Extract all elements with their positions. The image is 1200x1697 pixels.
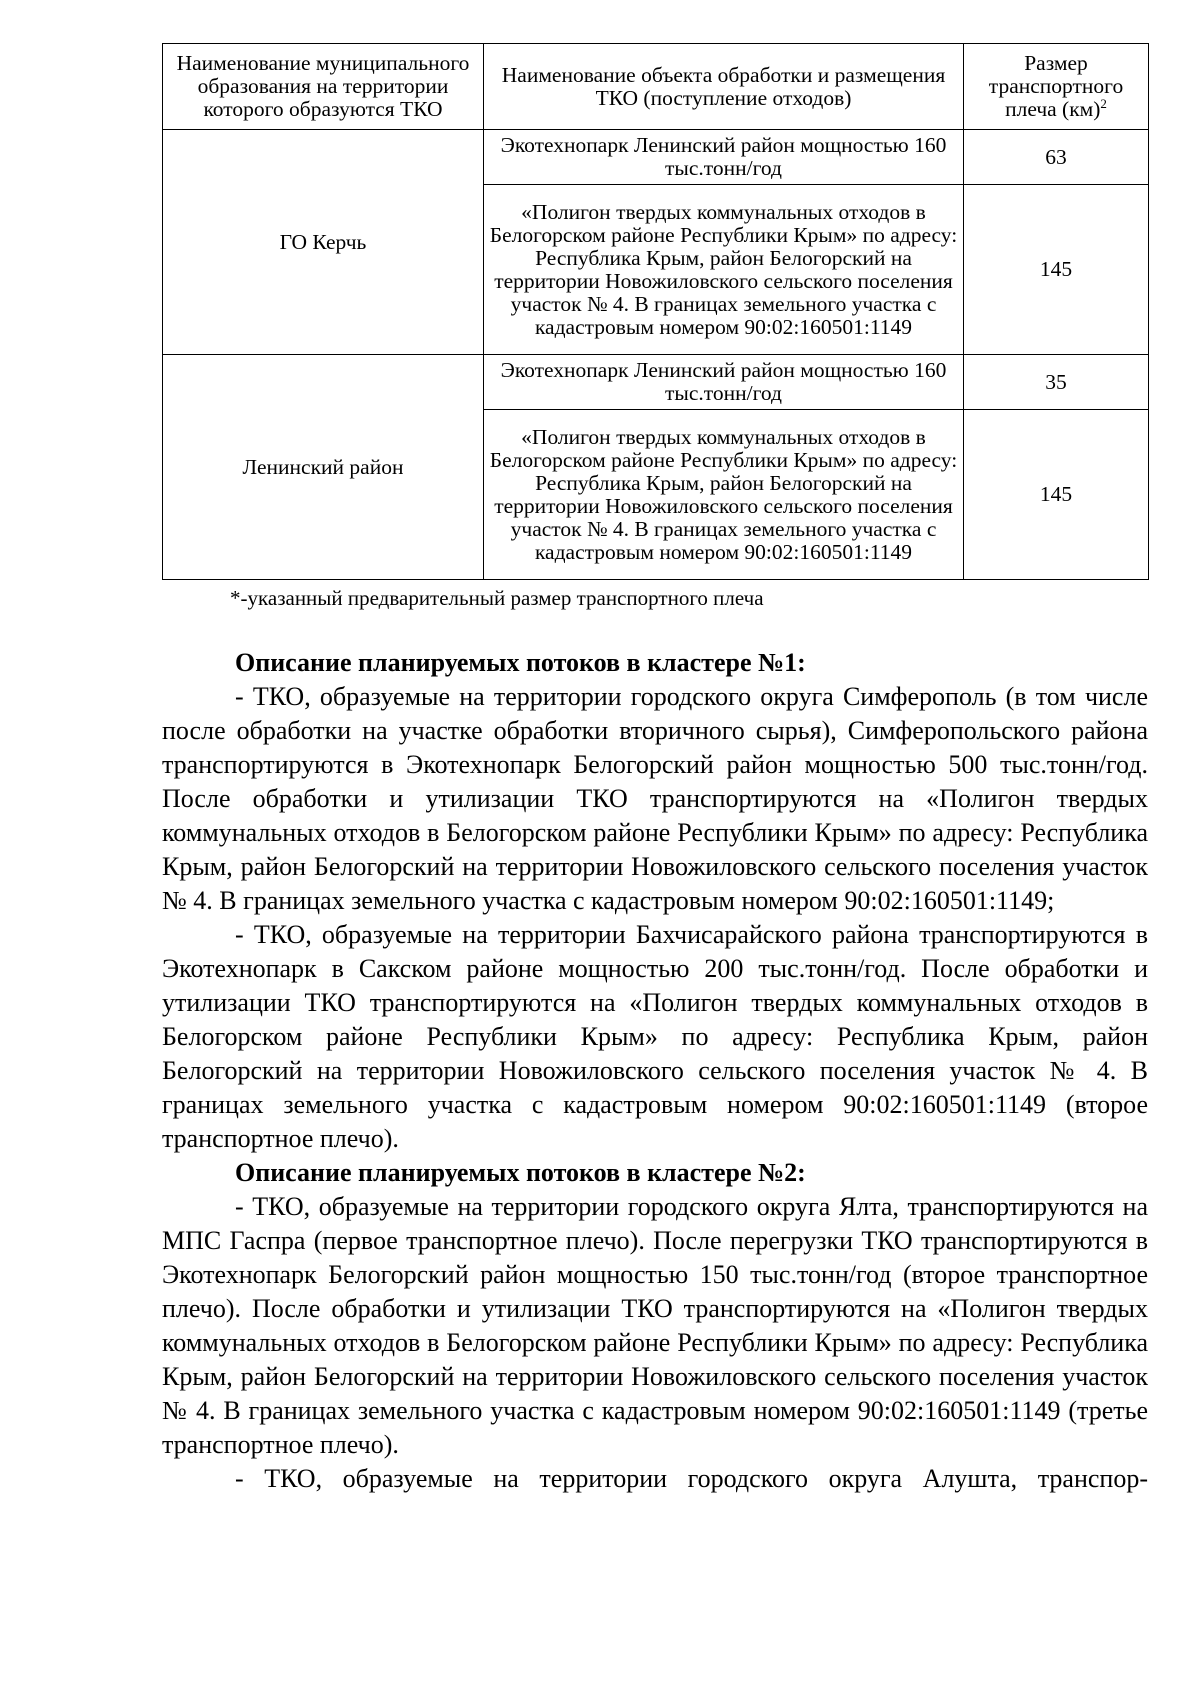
object-cell: Экотехнопарк Ленинский район мощностью 160 тыс.тонн/год xyxy=(484,130,964,185)
table-row xyxy=(163,355,1149,410)
distance-cell: 145 xyxy=(964,410,1149,580)
cluster2-paragraph: - ТКО, образуемые на территории городского округа Ялта, транспортируются на МПС Гаспра (первое транспортное плечо). После перегрузки ТКО транспортируются в Экотехнопарк Белогорский район мощностью 150 тыс.тонн/год (второе транспортное плечо). После обработки и утилизации ТКО транспортируются на «Полигон твердых коммунальных отходов в Белогорском районе Республики Крым» по адресу: Республика Крым, район Белогорский на территории Новожиловского сельского поселения участок № 4. В границах земельного участка с кадастровым номером 90:02:160501:1149 (третье транспортное плечо). xyxy=(162,1192,1148,1459)
body-text xyxy=(162,646,1148,1496)
header-distance-sup: 2 xyxy=(1100,95,1107,111)
header-distance-label: Размер транспортного плеча (км) xyxy=(988,51,1124,121)
distance-cell: 35 xyxy=(964,355,1149,410)
table-footnote: *-указанный предварительный размер транспортного плеча xyxy=(230,586,764,610)
table-row xyxy=(163,130,1149,185)
header-municipality: Наименование муниципального образования на территории которого образуются ТКО xyxy=(163,44,484,130)
cluster2-heading: Описание планируемых потоков в кластере №2: xyxy=(235,1158,806,1187)
municipality-cell: Ленинский район xyxy=(163,355,484,580)
cluster1-heading: Описание планируемых потоков в кластере №1: xyxy=(235,648,806,677)
cluster2-paragraph: - ТКО, образуемые на территории городского округа Алушта, транспор- xyxy=(235,1464,1148,1493)
header-object: Наименование объекта обработки и размещения ТКО (поступление отходов) xyxy=(484,44,964,130)
municipality-cell: ГО Керчь xyxy=(163,130,484,355)
object-cell: «Полигон твердых коммунальных отходов в Белогорском районе Республики Крым» по адресу: Республика Крым, район Белогорский на территории Новожиловского сельского поселения участок № 4. В границах земельного участка с кадастровым номером 90:02:160501:1149 xyxy=(484,410,964,580)
tko-transport-table xyxy=(162,43,1149,580)
header-distance xyxy=(964,44,1149,130)
distance-cell: 145 xyxy=(964,185,1149,355)
distance-cell: 63 xyxy=(964,130,1149,185)
object-cell: Экотехнопарк Ленинский район мощностью 160 тыс.тонн/год xyxy=(484,355,964,410)
table-header-row xyxy=(163,44,1149,130)
object-cell: «Полигон твердых коммунальных отходов в Белогорском районе Республики Крым» по адресу: Республика Крым, район Белогорский на территории Новожиловского сельского поселения участок № 4. В границах земельного участка с кадастровым номером 90:02:160501:1149 xyxy=(484,185,964,355)
cluster1-paragraph: - ТКО, образуемые на территории городского округа Симферополь (в том числе после обработки на участке обработки вторичного сырья), Симферопольского района транспортируются в Экотехнопарк Белогорский район мощностью 500 тыс.тонн/год. После обработки и утилизации ТКО транспортируются на «Полигон твердых коммунальных отходов в Белогорском районе Республики Крым» по адресу: Республика Крым, район Белогорский на территории Новожиловского сельского поселения участок № 4. В границах земельного участка с кадастровым номером 90:02:160501:1149; xyxy=(162,682,1148,915)
cluster1-paragraph: - ТКО, образуемые на территории Бахчисарайского района транспортируются в Экотехнопарк в Сакском районе мощностью 200 тыс.тонн/год. После обработки и утилизации ТКО транспортируются на «Полигон твердых коммунальных отходов в Белогорском районе Республики Крым» по адресу: Республика Крым, район Белогорский на территории Новожиловского сельского поселения участок № 4. В границах земельного участка с кадастровым номером 90:02:160501:1149 (второе транспортное плечо). xyxy=(162,920,1148,1153)
